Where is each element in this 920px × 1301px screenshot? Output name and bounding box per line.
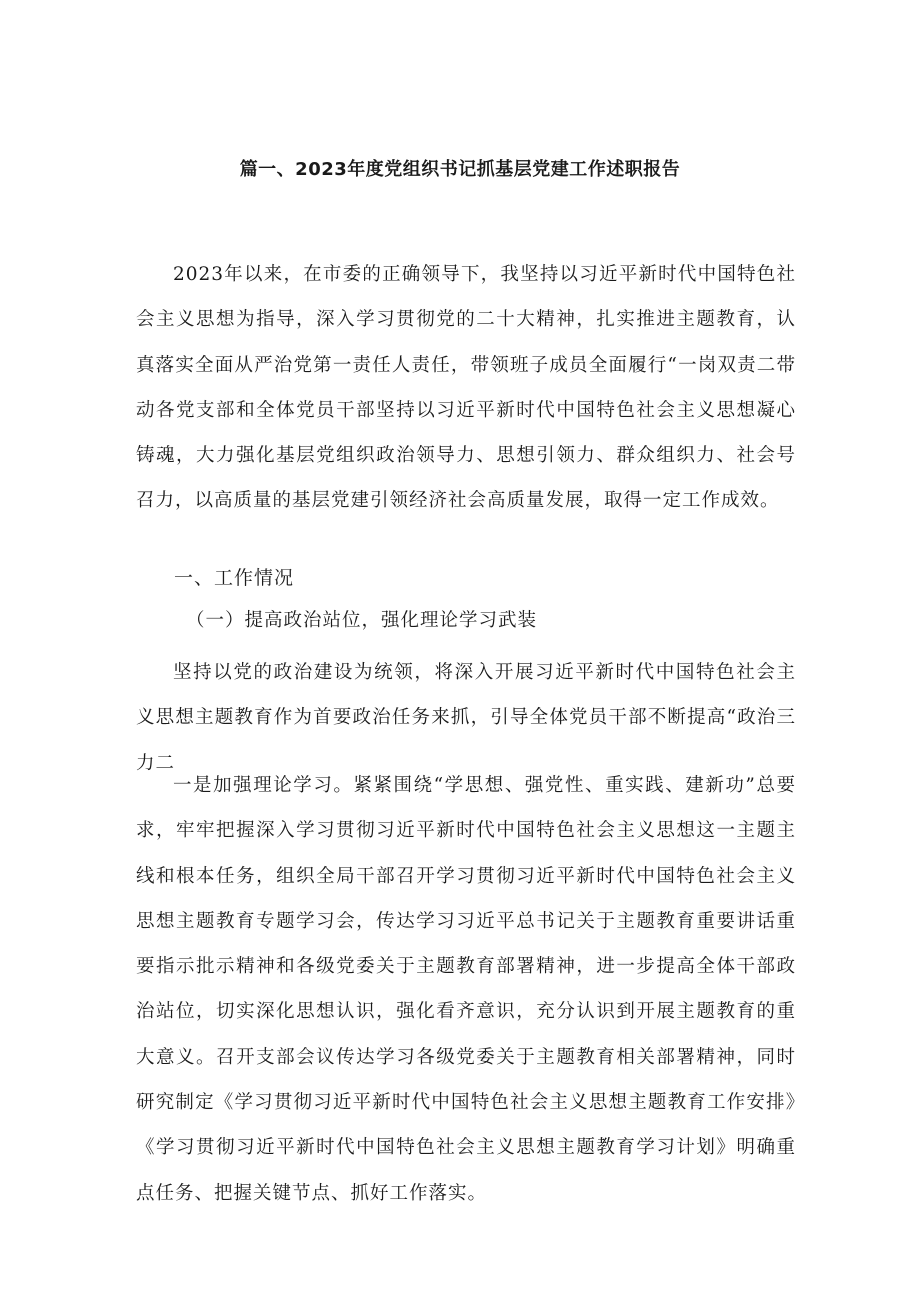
subsection-heading: （一）提高政治站位，强化理论学习武装 [186, 610, 538, 631]
intro-paragraph-block [136, 252, 796, 524]
section-heading: 一、工作情况 [174, 567, 295, 589]
section-paragraph-block-2 [136, 763, 796, 1216]
section-paragraph-1: 坚持以党的政治建设为统领，将深入开展习近平新时代中国特色社会主义思想主题教育作为首要政治任务来抓，引导全体党员干部不断提高“政治三力二 [136, 662, 796, 774]
intro-paragraph: 2023年以来，在市委的正确领导下，我坚持以习近平新时代中国特色社会主义思想为指导，深入学习贯彻党的二十大精神，扎实推进主题教育，认真落实全面从严治党第一责任人责任，带领班子成员全面履行“一岗双责二带动各党支部和全体党员干部坚持以习近平新时代中国特色社会主义思想凝心铸魂，大力强化基层党组织政治领导力、思想引领力、群众组织力、社会号召力，以高质量的基层党建引领经济社会高质量发展，取得一定工作成效。 [136, 264, 796, 512]
document-title: 篇一、2023年度党组织书记抓基层党建工作述职报告 [239, 159, 681, 180]
section-paragraph-2: 一是加强理论学习。紧紧围绕“学思想、强党性、重实践、建新功”总要求，牢牢把握深入学习贯彻习近平新时代中国特色社会主义思想这一主题主线和根本任务，组织全局干部召开学习贯彻习近平新时代中国特色社会主义思想主题教育专题学习会，传达学习习近平总书记关于主题教育重要讲话重要指示批示精神和各级党委关于主题教育部署精神，进一步提高全体干部政治站位，切实深化思想认识，强化看齐意识，充分认识到开展主题教育的重大意义。召开支部会议传达学习各级党委关于主题教育相关部署精神，同时研究制定《学习贯彻习近平新时代中国特色社会主义思想主题教育工作安排》《学习贯彻习近平新时代中国特色社会主义思想主题教育学习计划》明确重点任务、把握关键节点、抓好工作落实。 [136, 775, 796, 1204]
